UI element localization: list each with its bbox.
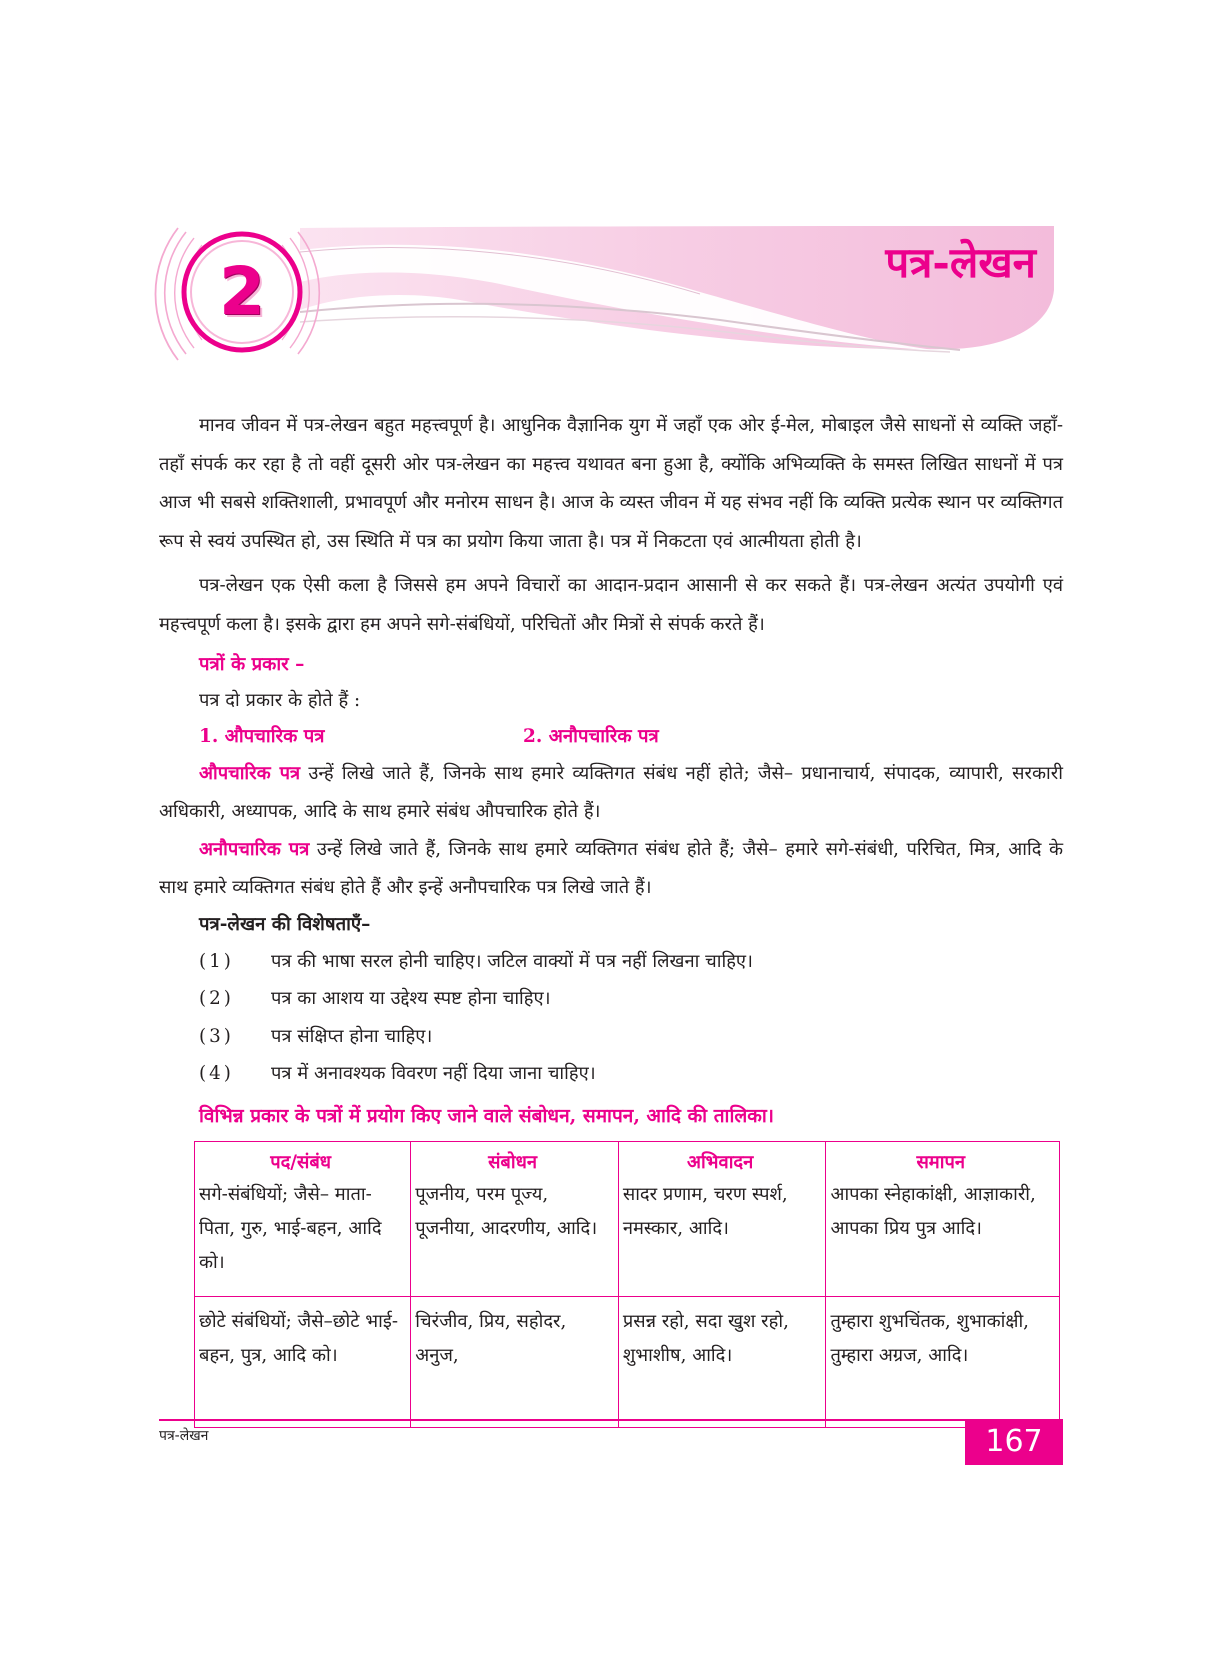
- formal-text: उन्हें लिखे जाते हैं, जिनके साथ हमारे व्यक्तिगत संबंध नहीं होते; जैसे– प्रधानाचार्य, संपादक, व्यापारी, सरकारी अधिकारी, अध्यापक, आदि के साथ हमारे संबंध औपचारिक होते हैं।: [159, 762, 1063, 822]
- list-item: [199, 943, 1063, 981]
- table-cell: सगे-संबंधियों; जैसे– माता-पिता, गुरु, भाई-बहन, आदि को।: [195, 1178, 411, 1297]
- chapter-number: 2: [219, 253, 265, 330]
- features-list: [159, 943, 1063, 1093]
- page-number: 167: [965, 1419, 1063, 1465]
- page-content: [159, 407, 1063, 1135]
- list-item-text: पत्र की भाषा सरल होनी चाहिए। जटिल वाक्यों में पत्र नहीं लिखना चाहिए।: [271, 950, 753, 972]
- list-item: [199, 980, 1063, 1018]
- features-heading: पत्र-लेखन की विशेषताएँ–: [199, 913, 371, 935]
- types-intro: पत्र दो प्रकार के होते हैं :: [199, 689, 361, 711]
- table-cell: सादर प्रणाम, चरण स्पर्श, नमस्कार, आदि।: [618, 1178, 826, 1297]
- informal-term: अनौपचारिक पत्र: [199, 838, 310, 860]
- intro-paragraph-1: मानव जीवन में पत्र-लेखन बहुत महत्त्वपूर्ण है। आधुनिक वैज्ञानिक युग में जहाँ एक ओर ई-मेल, मोबाइल जैसे साधनों से व्यक्ति जहाँ-तहाँ संपर्क कर रहा है तो वहीं दूसरी ओर पत्र-लेखन का महत्त्व यथावत बना हुआ है, क्योंकि अभिव्यक्ति के समस्त लिखित साधनों में पत्र आज भी सबसे शक्तिशाली, प्रभावपूर्ण और मनोरम साधन है। आज के व्यस्त जीवन में यह संभव नहीं कि व्यक्ति प्रत्येक स्थान पर व्यक्तिगत रूप से स्वयं उपस्थित हो, उस स्थिति में पत्र का प्रयोग किया जाता है। पत्र में निकटता एवं आत्मीयता होती है।: [159, 415, 1063, 552]
- informal-text: उन्हें लिखे जाते हैं, जिनके साथ हमारे व्यक्तिगत संबंध होते हैं; जैसे– हमारे सगे-संबंधी, परिचित, मित्र, आदि के साथ हमारे व्यक्तिगत संबंध होते हैं और इन्हें अनौपचारिक पत्र लिखे जाते हैं।: [159, 838, 1064, 898]
- table-header-cell: अभिवादन: [618, 1142, 826, 1179]
- types-heading: पत्रों के प्रकार –: [199, 653, 305, 675]
- types-list: [199, 719, 1063, 755]
- formal-term: औपचारिक पत्र: [199, 762, 301, 784]
- formal-definition: [159, 755, 1063, 831]
- list-item: [199, 1018, 1063, 1056]
- footer-divider: [159, 1419, 1063, 1421]
- list-item-number: (2): [199, 988, 234, 1010]
- intro-paragraph-2: पत्र-लेखन एक ऐसी कला है जिससे हम अपने विचारों का आदान-प्रदान आसानी से कर सकते हैं। पत्र-लेखन अत्यंत उपयोगी एवं महत्त्वपूर्ण कला है। इसके द्वारा हम अपने सगे-संबंधियों, परिचितों और मित्रों से संपर्क करते हैं।: [159, 575, 1063, 635]
- list-item-text: पत्र संक्षिप्त होना चाहिए।: [271, 1025, 433, 1047]
- type-informal: 2. अनौपचारिक पत्र: [523, 725, 659, 747]
- table-caption: विभिन्न प्रकार के पत्रों में प्रयोग किए जाने वाले संबोधन, समापन, आदि की तालिका।: [199, 1104, 774, 1127]
- list-item-number: (4): [199, 1063, 234, 1085]
- table-header-cell: पद/संबंध: [195, 1142, 411, 1179]
- table-header-cell: समापन: [826, 1142, 1060, 1179]
- list-item-number: (3): [199, 1025, 234, 1047]
- list-item-text: पत्र का आशय या उद्देश्य स्पष्ट होना चाहिए।: [271, 988, 551, 1010]
- table-cell: तुम्हारा शुभचिंतक, शुभाकांक्षी, तुम्हारा अग्रज, आदि।: [826, 1297, 1060, 1428]
- list-item-number: (1): [199, 950, 234, 972]
- table-row: [195, 1297, 1060, 1428]
- table-row: [195, 1178, 1060, 1297]
- table-cell: छोटे संबंधियों; जैसे–छोटे भाई-बहन, पुत्र, आदि को।: [195, 1297, 411, 1428]
- type-formal: 1. औपचारिक पत्र: [199, 725, 325, 747]
- salutation-table: [194, 1141, 1060, 1428]
- footer-chapter-label: पत्र-लेखन: [159, 1428, 209, 1444]
- informal-definition: [159, 831, 1063, 907]
- table-header-row: [195, 1142, 1060, 1179]
- table-header-cell: संबोधन: [411, 1142, 619, 1179]
- list-item: [199, 1055, 1063, 1093]
- table-cell: आपका स्नेहाकांक्षी, आज्ञाकारी, आपका प्रिय पुत्र आदि।: [826, 1178, 1060, 1297]
- table-cell: पूजनीय, परम पूज्य, पूजनीया, आदरणीय, आदि।: [411, 1178, 619, 1297]
- chapter-title: पत्र-लेखन: [885, 238, 1036, 287]
- table-cell: प्रसन्न रहो, सदा खुश रहो, शुभाशीष, आदि।: [618, 1297, 826, 1428]
- chapter-banner-art: [0, 0, 1224, 400]
- table-cell: चिरंजीव, प्रिय, सहोदर, अनुज,: [411, 1297, 619, 1428]
- list-item-text: पत्र में अनावश्यक विवरण नहीं दिया जाना चाहिए।: [271, 1063, 596, 1085]
